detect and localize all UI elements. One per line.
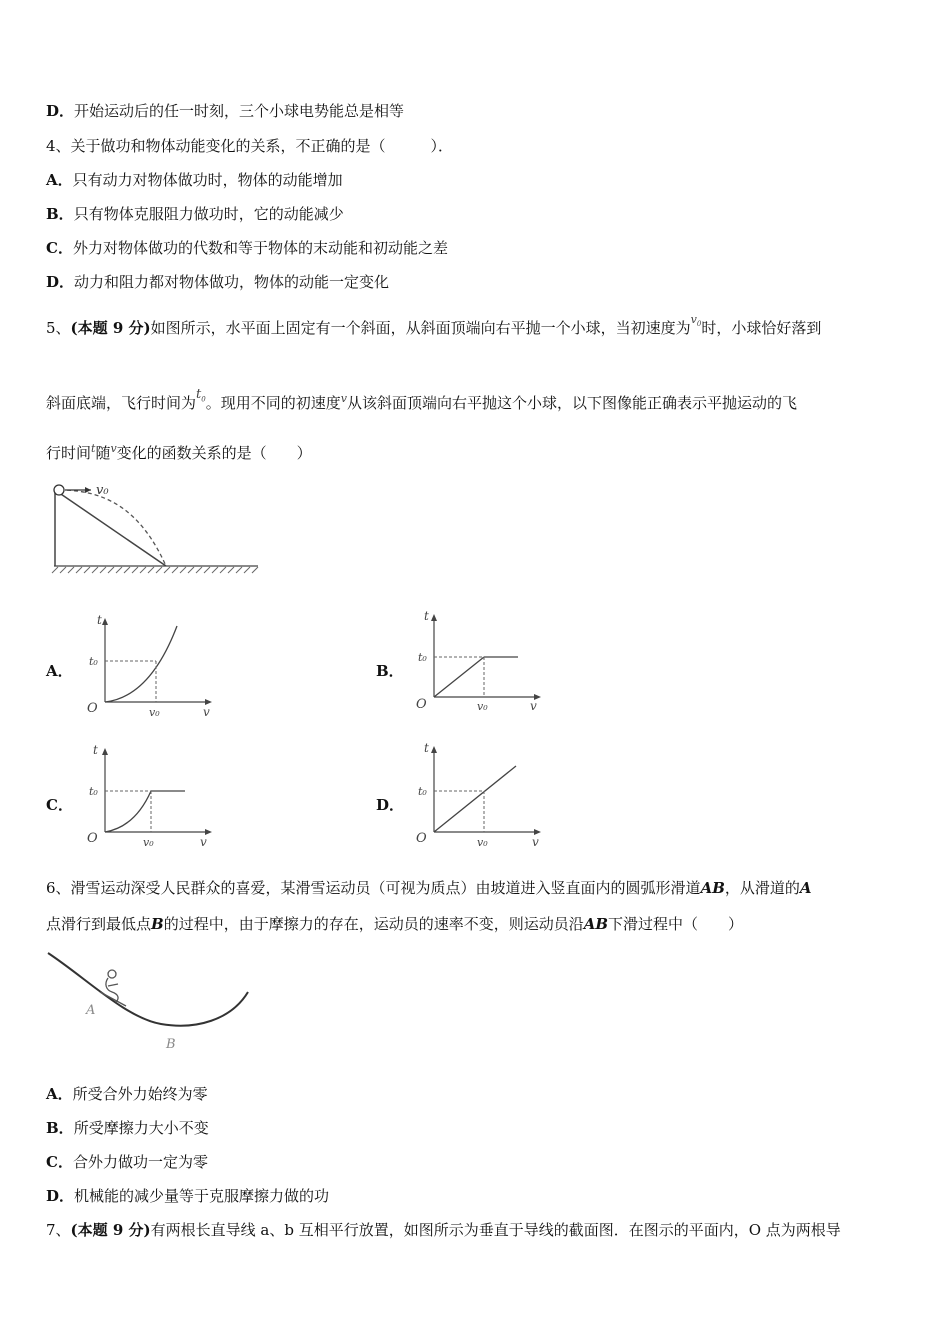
symbol-v: v xyxy=(110,442,117,455)
axis-label-v: v xyxy=(530,699,537,713)
option-label: D． xyxy=(46,102,75,120)
q4-option-d xyxy=(46,272,389,292)
q5-stem-line1: 5、(本题 9 分)如图所示，水平面上固定有一个斜面，从斜面顶端向右平抛一个小球，当初速度为$^{v_0}$时，小球恰好落到 xyxy=(46,313,822,337)
option-text: 所受合外力始终为零 xyxy=(72,1085,208,1103)
axis-label-t: t xyxy=(93,743,98,757)
option-text: 合外力做功一定为零 xyxy=(72,1153,208,1171)
q3-option-d xyxy=(46,101,404,121)
option-label: C． xyxy=(46,1153,73,1171)
option-text: 只有动力对物体做功时，物体的动能增加 xyxy=(72,171,343,189)
option-label: A． xyxy=(46,171,73,189)
axis-label-v: v xyxy=(200,835,207,849)
option-label: D． xyxy=(46,1187,75,1205)
q6-stem-line1: 6、滑雪运动深受人民群众的喜爱，某滑雪运动员（可视为质点）由坡道进入竖直面内的圆弧形滑道AB，从滑道的A xyxy=(46,879,812,897)
option-text: 开始运动后的任一时刻，三个小球电势能总是相等 xyxy=(74,102,405,120)
symbol-v0: v0 xyxy=(690,313,702,329)
axis-label-t: t xyxy=(424,609,429,623)
tick-label-v0: v₀ xyxy=(477,836,488,849)
option-label: A． xyxy=(46,1085,73,1103)
origin-label: O xyxy=(416,831,427,846)
question-number: 7、 xyxy=(46,1221,71,1239)
q5-graph-d[interactable] xyxy=(414,742,549,847)
q6-option-d xyxy=(46,1186,329,1206)
origin-label: O xyxy=(87,831,98,846)
q6-option-a xyxy=(46,1084,208,1104)
axis-label-t: t xyxy=(424,741,429,755)
q4-option-c xyxy=(46,238,448,258)
option-text: 机械能的减少量等于克服摩擦力做的功 xyxy=(74,1187,330,1205)
option-label: B． xyxy=(46,205,74,223)
q4-option-b xyxy=(46,204,344,224)
q7-stem: 7、(本题 9 分)有两根长直导线 a、b 互相平行放置，如图所示为垂直于导线的截面图．在图示的平面内，O 点为两根导 xyxy=(46,1221,841,1239)
q4-stem: 4、关于做功和物体动能变化的关系，不正确的是（ ）． xyxy=(46,137,454,155)
q5-stem-line2: 斜面底端，飞行时间为$t_0$。现用不同的初速度$^v$从该斜面顶端向右平抛这个小球，以下图像能正确表示平抛运动的飞 xyxy=(46,387,797,412)
option-text: 外力对物体做功的代数和等于物体的末动能和初动能之差 xyxy=(72,239,448,257)
tick-label-v0: v₀ xyxy=(477,700,488,713)
points: (本题 9 分) xyxy=(70,1221,151,1239)
symbol-t0: $t_0$ xyxy=(196,387,206,404)
axis-label-v: v xyxy=(203,705,210,719)
tick-label-t0: t₀ xyxy=(418,785,427,798)
origin-label: O xyxy=(87,701,98,716)
tick-label-v0: v₀ xyxy=(143,836,154,849)
option-text: 所受摩擦力大小不变 xyxy=(73,1119,209,1137)
points: (本题 9 分) xyxy=(70,319,151,337)
initial-velocity-label: v₀ xyxy=(96,483,109,498)
q5-option-a-label[interactable]: A． xyxy=(46,662,73,680)
q5-option-c-label[interactable]: C． xyxy=(46,796,73,814)
q5-graph-c[interactable] xyxy=(85,742,220,847)
q6-stem-line2: 点滑行到最低点B的过程中，由于摩擦力的存在，运动员的速率不变，则运动员沿AB下滑过程中（ ） xyxy=(46,915,744,933)
q6-option-b xyxy=(46,1118,209,1138)
q5-stem-line3: 行时间$^t$随$^v$变化的函数关系的是（ ） xyxy=(46,442,312,462)
axis-label-t: t xyxy=(97,613,102,627)
option-label: B． xyxy=(46,1119,74,1137)
tick-label-v0: v₀ xyxy=(149,706,160,719)
question-number: 5、 xyxy=(46,319,71,337)
tick-label-t0: t₀ xyxy=(418,651,427,664)
option-label: D． xyxy=(46,273,75,291)
axis-label-v: v xyxy=(532,835,539,849)
q6-option-c xyxy=(46,1152,208,1172)
q5-option-d-label[interactable]: D． xyxy=(376,796,405,814)
symbol-t: t xyxy=(91,442,96,455)
ski-track-figure xyxy=(46,948,256,1058)
incline-figure xyxy=(46,480,266,575)
tick-label-t0: t₀ xyxy=(89,785,98,798)
tick-label-t0: t₀ xyxy=(89,655,98,668)
point-b-label: B xyxy=(166,1037,176,1052)
symbol-v: v xyxy=(340,392,347,405)
q5-option-b-label[interactable]: B． xyxy=(376,662,404,680)
origin-label: O xyxy=(416,697,427,712)
option-text: 动力和阻力都对物体做功，物体的动能一定变化 xyxy=(74,273,390,291)
q5-graph-b[interactable] xyxy=(414,609,549,717)
option-label: C． xyxy=(46,239,73,257)
point-a-label: A xyxy=(86,1003,96,1018)
q5-graph-a[interactable] xyxy=(85,612,220,717)
option-text: 只有物体克服阻力做功时，它的动能减少 xyxy=(73,205,344,223)
q4-option-a xyxy=(46,170,343,190)
